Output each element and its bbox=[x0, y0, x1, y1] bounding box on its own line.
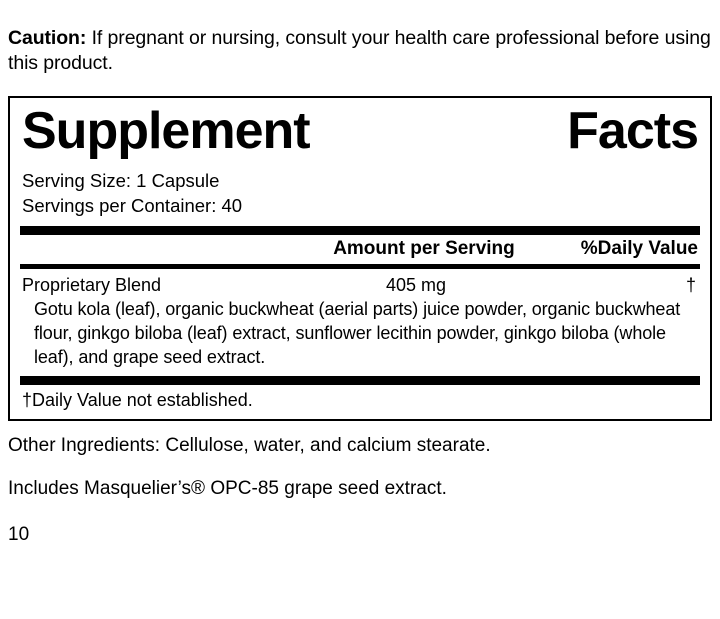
panel-title bbox=[20, 102, 700, 161]
supplement-facts-panel bbox=[8, 96, 712, 420]
panel-title-facts: Facts bbox=[567, 102, 698, 161]
caution-statement bbox=[8, 20, 712, 77]
divider-thick-top bbox=[20, 226, 700, 235]
supplement-label-page bbox=[0, 20, 720, 619]
daily-value-footnote: †Daily Value not established. bbox=[22, 389, 253, 410]
proprietary-blend-row bbox=[20, 269, 700, 296]
divider-thick-bottom bbox=[20, 376, 700, 385]
column-headers bbox=[20, 235, 700, 264]
caution-text: If pregnant or nursing, consult your health care professional before using this product. bbox=[8, 26, 711, 75]
proprietary-blend-daily-value: † bbox=[685, 274, 696, 295]
proprietary-blend-name: Proprietary Blend bbox=[22, 274, 162, 295]
other-ingredients: Other Ingredients: Cellulose, water, and calcium stearate. bbox=[8, 434, 491, 456]
column-header-daily-value: %Daily Value bbox=[580, 237, 698, 259]
servings-per-container: Servings per Container: 40 bbox=[22, 194, 243, 216]
proprietary-blend-amount: 405 mg bbox=[386, 274, 447, 295]
caution-label: Caution: bbox=[8, 26, 87, 49]
includes-statement: Includes Masquelier’s® OPC-85 grape seed extract. bbox=[8, 478, 447, 500]
serving-size: Serving Size: 1 Capsule bbox=[22, 169, 220, 191]
proprietary-blend-ingredients: Gotu kola (leaf), organic buckwheat (aerial parts) juice powder, organic buckwheat flour, ginkgo biloba (leaf) extract, sunflower lecithin powder, ginkgo biloba (whole leaf), and grape seed extract. bbox=[34, 298, 681, 367]
page-number: 10 bbox=[8, 524, 30, 546]
panel-title-supplement: Supplement bbox=[22, 102, 310, 161]
column-header-amount: Amount per Serving bbox=[333, 237, 515, 259]
